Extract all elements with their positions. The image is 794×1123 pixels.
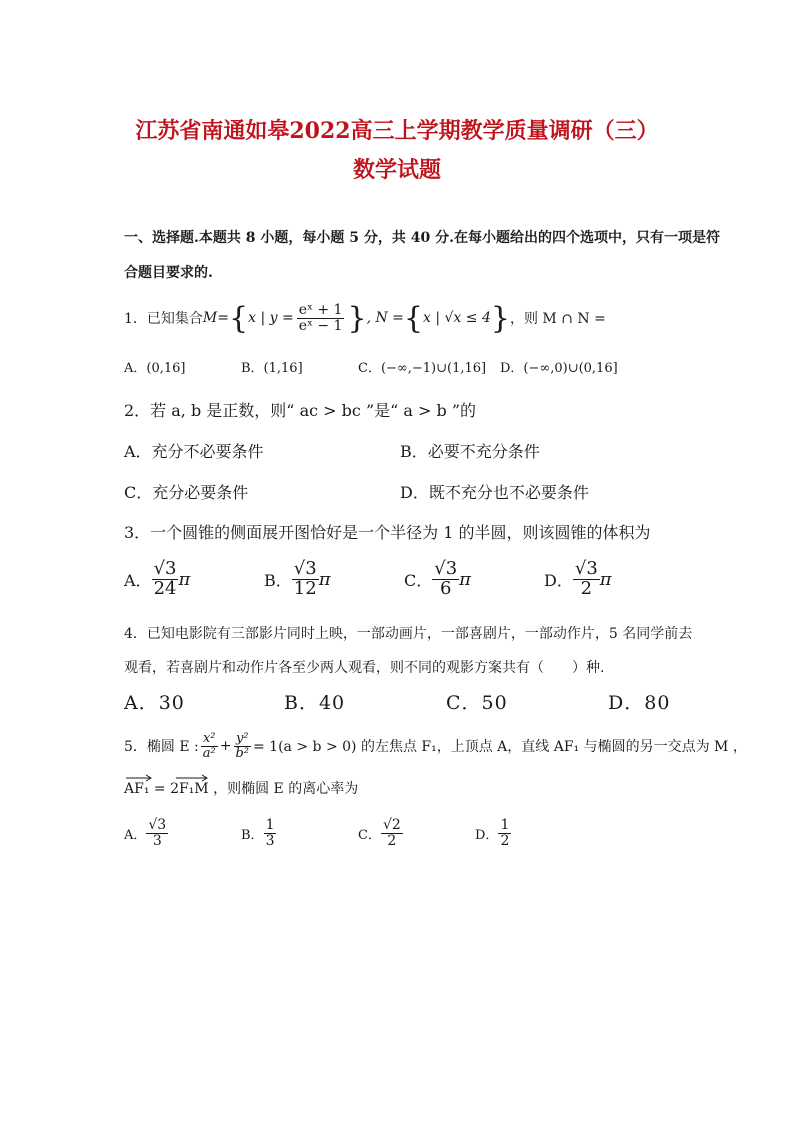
question-1 [124, 296, 606, 340]
q3-option-a-pi: π [178, 568, 191, 590]
q3-option-b [264, 560, 331, 599]
q5-option-a-num: √3 [148, 817, 167, 833]
q5-option-d-den: 2 [500, 832, 510, 849]
q1-set-lhs: x | y = [248, 310, 294, 326]
q1-option-b: B．(1,16] [241, 361, 303, 376]
q3-option-c-den: 6 [439, 577, 452, 599]
q3-option-a-label: A． [124, 570, 152, 590]
q1-frac-num: eˣ + 1 [298, 301, 343, 318]
q1-set-N: x | √x ≤ 4 [423, 310, 491, 326]
q5-option-b [241, 818, 276, 848]
q3-option-b-frac [292, 560, 319, 599]
q5-option-b-frac [264, 818, 277, 848]
question-5-line1 [124, 724, 747, 768]
q5-option-d [475, 818, 511, 848]
q1-frac-den: eˣ − 1 [298, 317, 343, 334]
q1-prefix: 1．已知集合 [124, 311, 203, 327]
q1-tail: ，则 M ∩ N = [509, 311, 606, 327]
page-subtitle: 数学试题 [352, 157, 441, 183]
q1-M: M [202, 310, 218, 326]
q5-option-c-label: C． [358, 827, 381, 843]
q5-vector-equation: AF₁ = 2F₁M ，则椭圆 E 的离心率为 [124, 781, 359, 797]
q3-option-a-num: √3 [153, 558, 177, 579]
q3-option-b-pi: π [318, 568, 331, 590]
q5-option-a-frac [146, 818, 168, 848]
q5-option-b-den: 3 [265, 832, 275, 849]
q2-option-b: B．必要不充分条件 [400, 442, 540, 461]
section-heading-line1: 一、选择题.本题共 8 小题，每小题 5 分，共 40 分.在每小题给出的四个选项中，只有一项是符 [124, 230, 720, 246]
q1-brace-close: } [347, 300, 367, 336]
q1-brace-open-2: { [403, 300, 423, 336]
q3-option-d-pi: π [599, 568, 612, 590]
q3-option-b-label: B． [264, 570, 292, 590]
q5-option-d-label: D． [475, 827, 499, 843]
q3-option-c-frac [432, 560, 459, 599]
q3-option-a-frac [152, 560, 179, 599]
page-title: 江苏省南通如皋2022高三上学期教学质量调研（三） [135, 118, 659, 144]
q5-option-c-num: √2 [382, 817, 401, 833]
q1-N-part: , N = [366, 310, 404, 326]
q5-frac-y-den: b² [235, 745, 249, 761]
q1-option-d: D．(−∞,0)∪(0,16] [500, 361, 618, 376]
q1-brace-open: { [229, 300, 249, 336]
q2-option-d: D．既不充分也不必要条件 [400, 483, 589, 502]
question-2: 2．若 a, b 是正数，则“ ac > bc ”是“ a > b ”的 [124, 401, 477, 420]
q5-plus: + [219, 738, 232, 754]
section-heading-line2: 合题目要求的. [124, 265, 213, 281]
q3-option-c-label: C． [404, 570, 433, 590]
q5-option-c-den: 2 [387, 832, 397, 849]
q4-option-d: D．80 [608, 692, 671, 714]
q3-option-d-num: √3 [574, 558, 598, 579]
q3-option-c [404, 560, 471, 599]
q5-frac-y-num: y² [235, 730, 249, 746]
q1-fraction [297, 303, 345, 333]
q1-brace-close-2: } [490, 300, 510, 336]
q5-option-b-num: 1 [265, 817, 275, 833]
q1-option-a: A．(0,16] [124, 361, 186, 376]
q3-option-c-pi: π [459, 568, 472, 590]
q3-option-d-label: D． [544, 570, 573, 590]
q5-option-a [124, 818, 168, 848]
q3-option-d-frac [573, 560, 600, 599]
q1-option-c: C．(−∞,−1)∪(1,16] [358, 361, 487, 376]
q5-option-c-frac [381, 818, 403, 848]
q1-eq: = [217, 310, 229, 326]
q5-option-b-label: B． [241, 827, 264, 843]
q5-option-d-num: 1 [500, 817, 510, 833]
q5-frac-x-num: x² [202, 730, 216, 746]
q2-option-c: C．充分必要条件 [124, 483, 249, 502]
q2-option-a: A．充分不必要条件 [124, 442, 264, 461]
q4-option-a: A．30 [124, 692, 185, 714]
q5-vector-arrows [124, 774, 214, 782]
q5-condition: = 1(a > b > 0) 的左焦点 F₁，上顶点 A，直线 AF₁ 与椭圆的另一交点为 M ， [253, 739, 747, 755]
question-4-line2: 观看，若喜剧片和动作片各至少两人观看，则不同的观影方案共有（ ）种. [124, 660, 605, 676]
q3-option-a-den: 24 [153, 577, 177, 599]
q5-option-a-den: 3 [152, 832, 162, 849]
q4-option-b: B．40 [284, 692, 346, 714]
q3-option-d [544, 560, 612, 599]
q3-option-d-den: 2 [580, 577, 593, 599]
q5-frac-y [233, 732, 251, 760]
q5-option-c [358, 818, 403, 848]
q5-frac-x [201, 732, 218, 760]
question-3: 3．一个圆锥的侧面展开图恰好是一个半径为 1 的半圆，则该圆锥的体积为 [124, 523, 651, 542]
q5-option-d-frac [498, 818, 511, 848]
q3-option-a [124, 560, 190, 599]
q5-option-a-label: A． [124, 827, 147, 843]
question-4-line1: 4．已知电影院有三部影片同时上映，一部动画片，一部喜剧片，一部动作片，5 名同学前去 [124, 626, 693, 642]
q5-prefix: 5．椭圆 E : [124, 739, 199, 755]
q5-frac-x-den: a² [202, 745, 216, 761]
q3-option-c-num: √3 [434, 558, 458, 579]
q3-option-b-den: 12 [293, 577, 317, 599]
q3-option-b-num: √3 [293, 558, 317, 579]
q4-option-c: C．50 [446, 692, 508, 714]
